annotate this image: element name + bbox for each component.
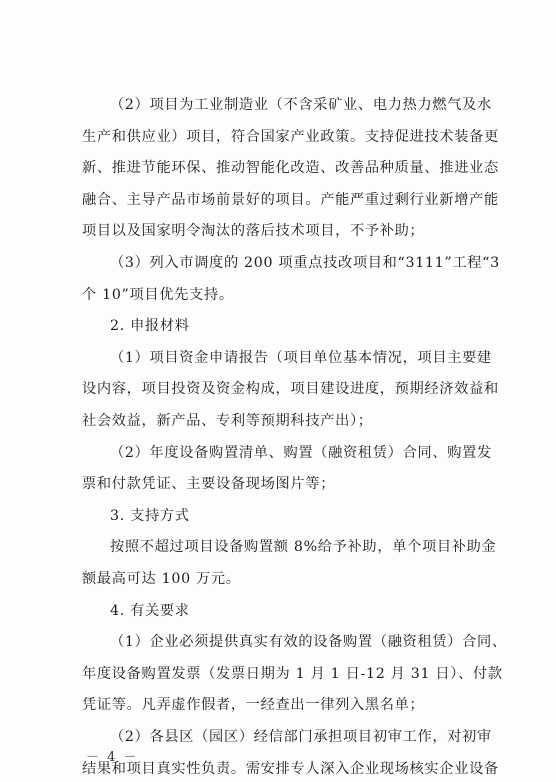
- text-line: 个 10”项目优先支持。: [82, 287, 234, 303]
- text-line: 额最高可达 100 万元。: [82, 571, 241, 587]
- text-line: （2）项目为工业制造业（不含采矿业、电力热力燃气及水: [110, 97, 492, 113]
- text-line: （2）年度设备购置清单、购置（融资租赁）合同、购置发: [110, 445, 492, 461]
- text-line: 结果和项目真实性负责。需安排专人深入企业现场核实企业设备: [82, 761, 499, 777]
- text-line: 设内容，项目投资及资金构成，项目建设进度，预期经济效益和: [82, 381, 499, 397]
- page-number: － 4 －: [86, 750, 139, 765]
- text-line: （1）企业必须提供真实有效的设备购置（融资租赁）合同、: [110, 634, 507, 650]
- text-line: 年度设备购置发票（发票日期为 1 月 1 日-12 月 31 日）、付款: [82, 666, 503, 682]
- text-line: 凭证等。凡弄虚作假者，一经查出一律列入黑名单；: [82, 697, 425, 713]
- text-line: 生产和供应业）项目，符合国家产业政策。支持促进技术装备更: [82, 129, 499, 145]
- text-line: （1）项目资金申请报告（项目单位基本情况，项目主要建: [110, 350, 492, 366]
- text-line: 新、推进节能环保、推动智能化改造、改善品种质量、推进业态: [82, 160, 499, 176]
- text-line: 票和付款凭证、主要设备现场图片等；: [82, 476, 336, 492]
- text-line: （3）列入市调度的 200 项重点技改项目和“3111”工程“3: [110, 255, 500, 271]
- text-line: （2）各县区（园区）经信部门承担项目初审工作，对初审: [110, 729, 492, 745]
- section-heading: 3. 支持方式: [110, 508, 190, 524]
- text-line: 社会效益，新产品、专利等预期科技产出）；: [82, 413, 373, 429]
- section-heading: 4. 有关要求: [110, 603, 190, 619]
- section-heading: 2. 申报材料: [110, 318, 190, 334]
- text-line: 按照不超过项目设备购置额 8%给予补助，单个项目补助金: [110, 539, 497, 555]
- text-line: 融合、主导产品市场前景好的项目。产能严重过剩行业新增产能: [82, 192, 499, 208]
- text-line: 项目以及国家明令淘汰的落后技术项目，不予补助；: [82, 223, 425, 239]
